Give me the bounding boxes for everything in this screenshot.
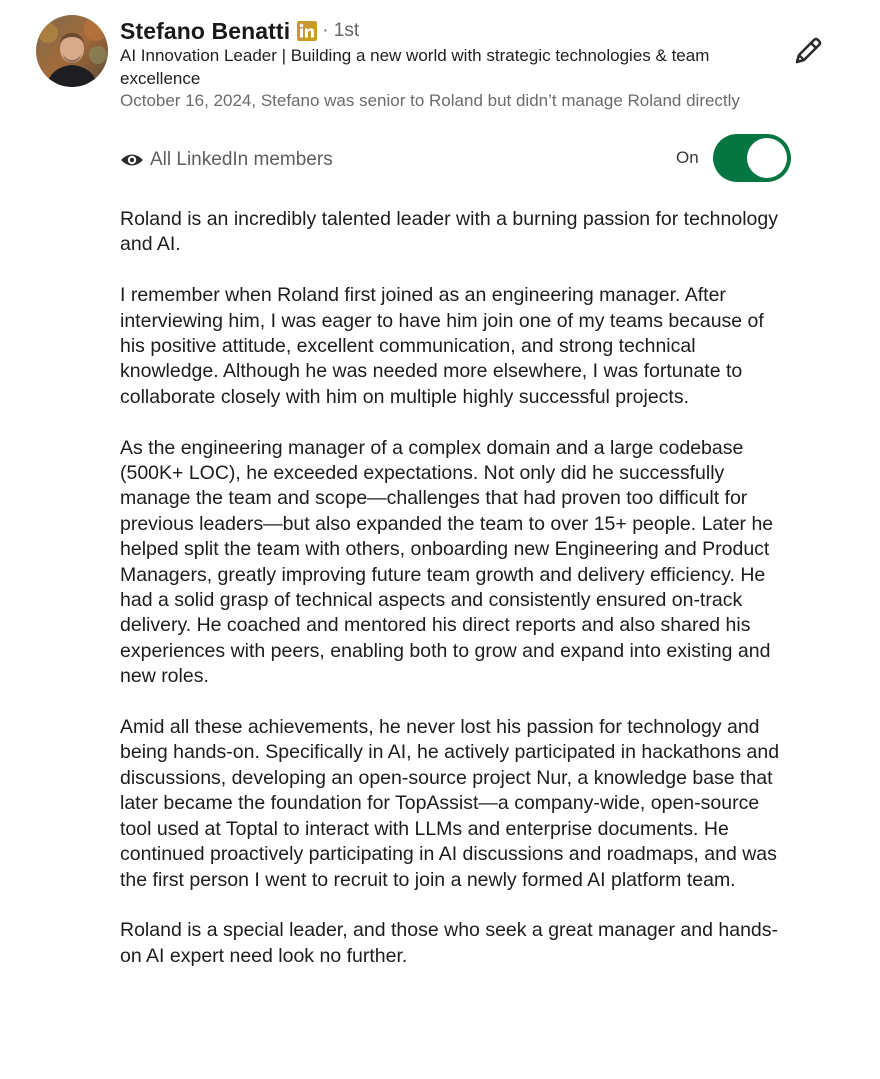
toggle-label: On xyxy=(676,148,699,167)
display-toggle-group xyxy=(676,134,791,182)
display-toggle[interactable] xyxy=(713,134,791,182)
edit-button[interactable] xyxy=(790,33,826,69)
relationship-meta: October 16, 2024, Stefano was senior to Roland but didn’t manage Roland directly xyxy=(120,91,740,110)
pencil-icon xyxy=(790,33,826,69)
visibility-setting[interactable] xyxy=(120,146,333,174)
recommendation-paragraph: Amid all these achievements, he never lost his passion for technology and being hands-on. Specifically in AI, he actively participated in hackathons and discussions, developing an open-source project Nur, a knowledge base that later became the foundation for TopAssist—a company-wide, open-source tool used at Toptal to interact with LLMs and enterprise documents. He continued proactively participating in AI discussions and roadmaps, and was the first person I went to recruit to join a newly formed AI platform team. xyxy=(120,716,780,891)
linkedin-badge-icon xyxy=(297,21,317,41)
eye-icon xyxy=(120,148,144,172)
recommendation-paragraph: I remember when Roland first joined as an engineering manager. After interviewing him, I was eager to have him join one of my teams because of his positive attitude, excellent communication, and strong technical knowledge. Although he was needed more elsewhere, I was fortunate to collaborate closely with him on multiple highly successful projects. xyxy=(120,284,764,408)
author-name-row xyxy=(120,14,359,48)
recommendation-paragraph: Roland is a special leader, and those who seek a great manager and hands-on AI expert need look no further. xyxy=(120,919,779,967)
author-headline: AI Innovation Leader | Building a new world with strategic technologies & team excellence xyxy=(120,46,710,88)
avatar[interactable] xyxy=(36,15,108,87)
connection-degree: · 1st xyxy=(322,20,360,41)
recommendation-text xyxy=(120,207,780,995)
toggle-knob xyxy=(747,138,787,178)
recommendation-paragraph: As the engineering manager of a complex domain and a large codebase (500K+ LOC), he exceeded expectations. Not only did he successfully manage the team and scope—challenges that had proven too difficult for previous leaders—but also expanded the team to over 15+ people. Later he helped split the team with others, onboarding new Engineering and Product Managers, greatly improving future team growth and delivery efficiency. He had a solid grasp of technical aspects and consistently ensured on-track delivery. He coached and mentored his direct reports and also shared his experiences with peers, enabling both to grow and expand into existing and new roles. xyxy=(120,436,774,688)
author-name[interactable]: Stefano Benatti xyxy=(120,17,291,44)
visibility-label: All LinkedIn members xyxy=(150,149,333,170)
recommendation-paragraph: Roland is an incredibly talented leader with a burning passion for technology and AI. xyxy=(120,208,778,256)
